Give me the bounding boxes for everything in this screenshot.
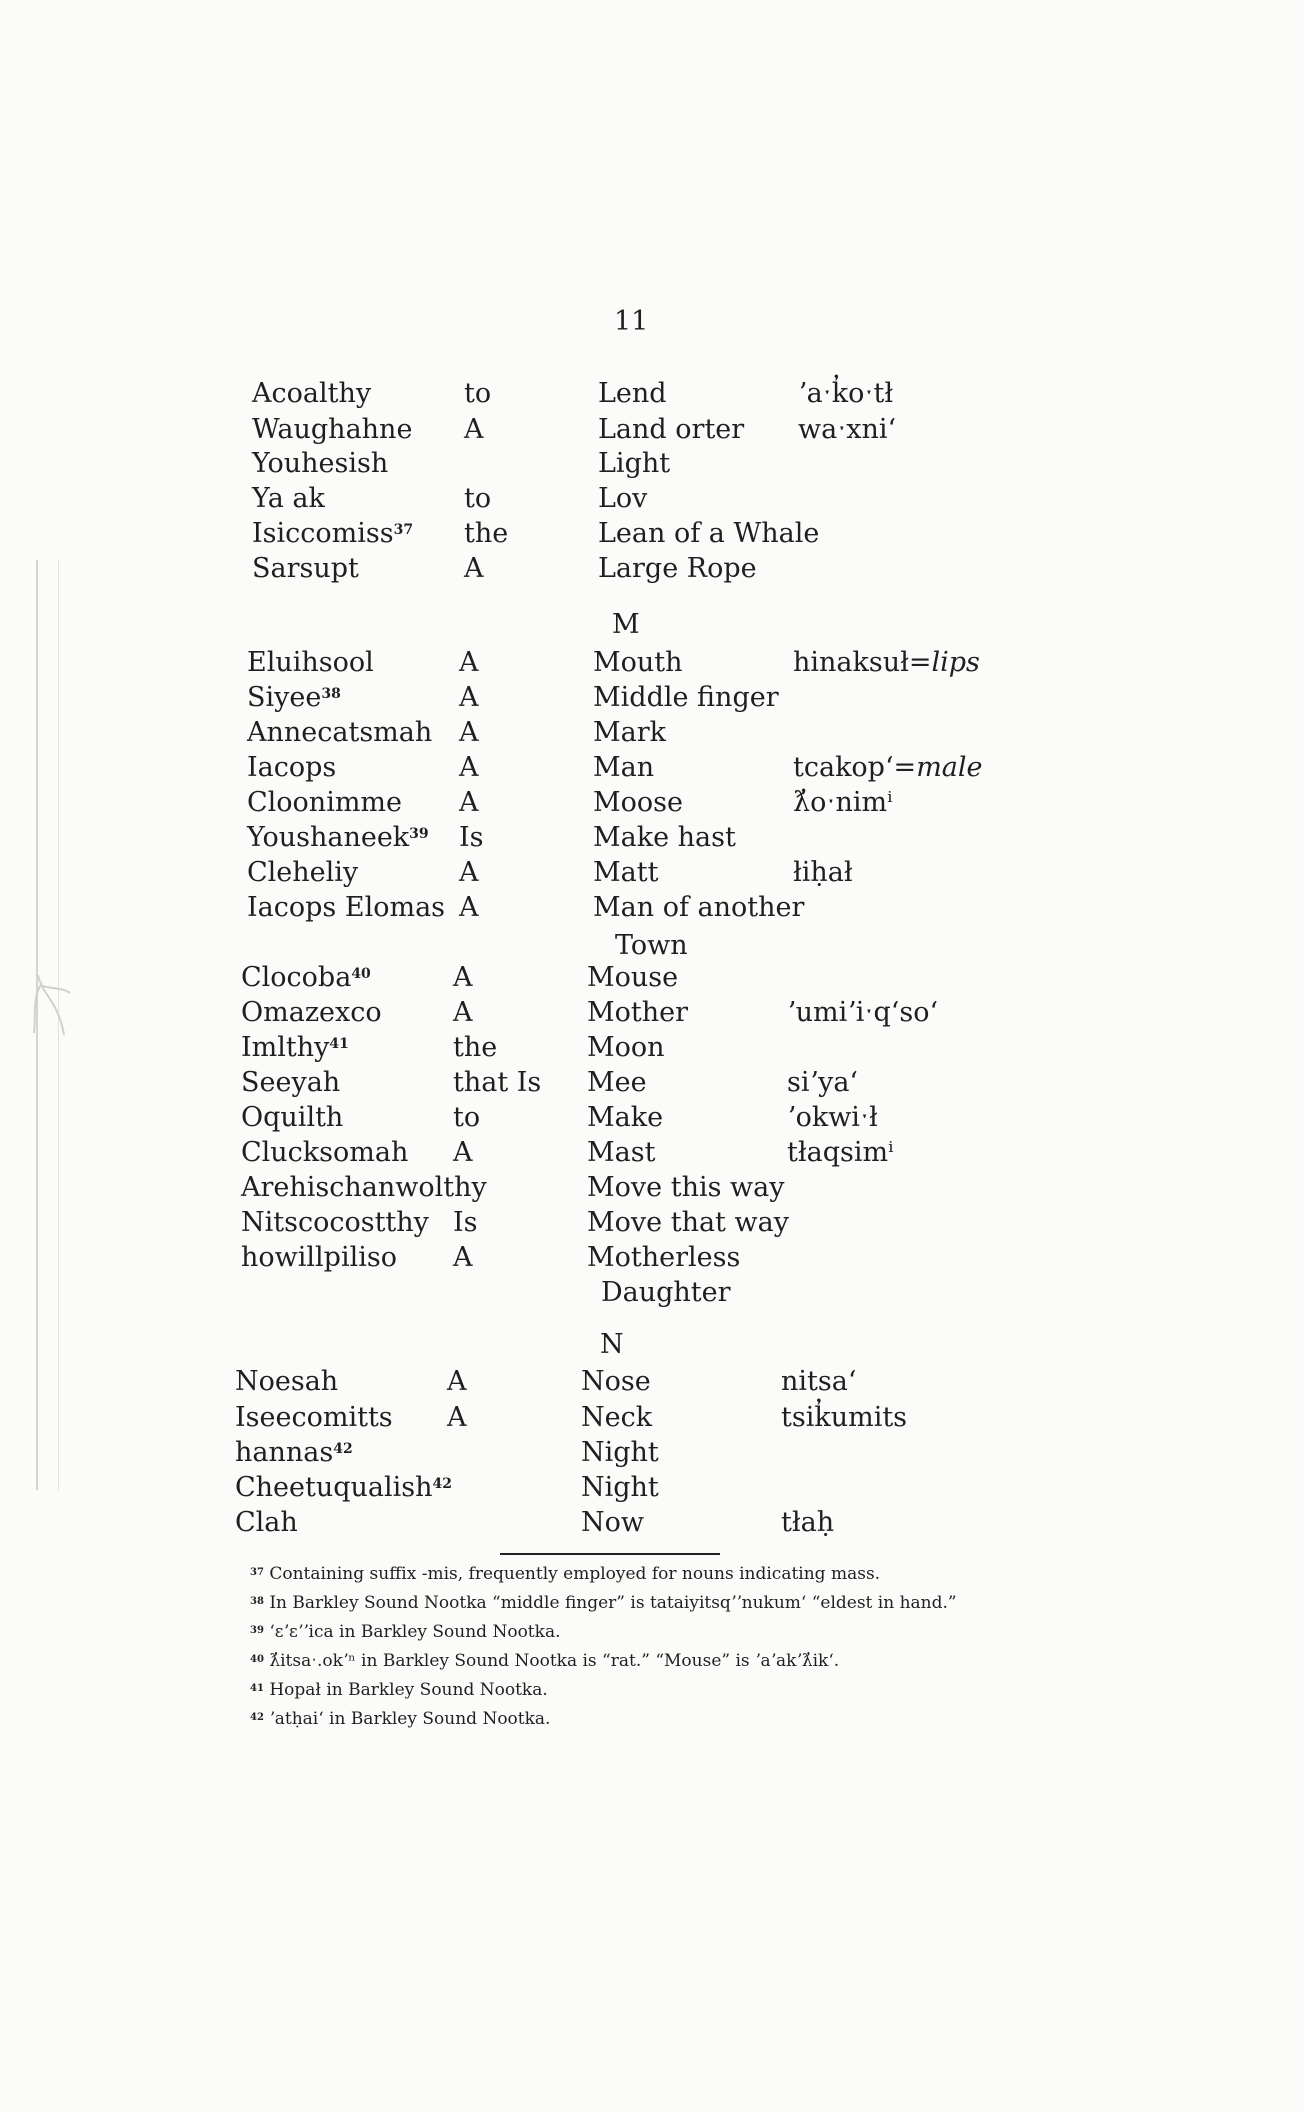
original-word-text: howillpiliso: [241, 1242, 397, 1273]
article: A: [459, 717, 479, 748]
original-word-text: Clocoba: [241, 962, 352, 993]
original-word-text: Waughahne: [252, 414, 413, 445]
article: A: [447, 1402, 467, 1433]
original-word-text: Seeyah: [241, 1067, 341, 1098]
original-word-text: Isiccomiss: [252, 518, 394, 549]
original-word: [247, 715, 432, 751]
nootka-form: tłaqsimⁱ: [787, 1137, 894, 1168]
original-word: [241, 1065, 340, 1101]
article: A: [453, 1137, 473, 1168]
original-word-text: Clah: [235, 1507, 298, 1538]
original-word: [241, 1170, 487, 1206]
footnote: [250, 1560, 957, 1589]
english-gloss: Nose: [581, 1366, 651, 1397]
original-word: [247, 750, 336, 786]
footnote-number: 37: [250, 1567, 264, 1578]
article: A: [459, 752, 479, 783]
english-gloss: Moon: [587, 1032, 665, 1063]
article: A: [453, 962, 473, 993]
english-gloss: Make: [587, 1102, 664, 1133]
footnote-text: Containing suffix -mis, frequently employed for nouns indicating mass.: [263, 1564, 881, 1584]
article: A: [459, 647, 479, 678]
original-word-text: Cheetuqualish: [235, 1472, 433, 1503]
english-gloss: Matt: [593, 857, 659, 888]
section-heading-m: M: [612, 609, 640, 640]
english-gloss: Light: [598, 448, 671, 479]
article: A: [459, 857, 479, 888]
footnote: [250, 1676, 957, 1705]
article: A: [464, 414, 484, 445]
footnote-number: 42: [250, 1712, 264, 1723]
english-gloss: Now: [581, 1507, 644, 1538]
original-word-text: Oquilth: [241, 1102, 344, 1133]
original-word: [252, 481, 325, 517]
footnote-text: ʼatḥaiʻ in Barkley Sound Nootka.: [263, 1709, 551, 1729]
footnote-number: 38: [250, 1596, 264, 1607]
footnote-ref: 41: [329, 1036, 349, 1052]
original-word-text: Iseecomitts: [235, 1402, 393, 1433]
nootka-form: siʼyaʻ: [787, 1067, 859, 1098]
english-gloss: Mee: [587, 1067, 647, 1098]
article: A: [459, 892, 479, 923]
original-word-text: Arehischanwolthy: [241, 1172, 487, 1203]
original-word: [247, 820, 429, 856]
english-gloss: Motherless: [587, 1242, 741, 1273]
article: the: [453, 1032, 498, 1063]
english-gloss: Mast: [587, 1137, 656, 1168]
original-word-text: Iacops Elomas: [247, 892, 446, 923]
original-word: [247, 890, 445, 926]
article: A: [459, 682, 479, 713]
article: to: [464, 483, 492, 514]
original-word: [252, 551, 359, 587]
english-gloss: Lean of a Whale: [598, 518, 820, 549]
nootka-form: ʼumiʼiˑqʻsoʻ: [787, 997, 939, 1028]
footnote-text: ʻɛʼɛʼʼica in Barkley Sound Nootka.: [263, 1622, 561, 1642]
footnote-ref: 42: [432, 1476, 453, 1492]
original-word: [252, 412, 412, 448]
footnote-text: Hopał in Barkley Sound Nootka.: [263, 1680, 548, 1700]
article: that Is: [453, 1067, 542, 1098]
english-gloss: Mouse: [587, 962, 679, 993]
english-gloss: Large Rope: [598, 553, 757, 584]
footnote-rule: [500, 1553, 720, 1555]
footnote-number: 41: [250, 1683, 264, 1694]
article: A: [453, 997, 473, 1028]
original-word: [235, 1505, 298, 1541]
original-word-text: Iacops: [247, 752, 337, 783]
footnotes: [250, 1560, 957, 1734]
original-word-text: Youshaneek: [247, 822, 410, 853]
original-word-text: Clucksomah: [241, 1137, 409, 1168]
original-word: [247, 680, 341, 716]
nootka-form: łiḥał: [793, 857, 853, 888]
original-word-text: hannas: [235, 1437, 334, 1468]
original-word: [241, 1100, 343, 1136]
original-word: [241, 960, 371, 996]
footnote-ref: 37: [393, 522, 414, 538]
english-gloss: Move that way: [587, 1207, 789, 1238]
original-word-text: Sarsupt: [252, 553, 359, 584]
original-word: [241, 1030, 349, 1066]
nootka-form: tcakopʻ=male: [793, 752, 983, 783]
footnote-text: ƛ̓itsaˑ.okʼⁿ in Barkley Sound Nootka is “rat.” “Mouse” is ʼaʼakʼƛ̓ikʻ.: [263, 1651, 840, 1671]
nootka-form: waˑxniʻ: [798, 414, 897, 445]
footnote: [250, 1589, 957, 1618]
english-gloss: Man of another: [593, 892, 805, 923]
original-word: [235, 1364, 338, 1400]
article: A: [464, 553, 484, 584]
thread-knot: [28, 975, 72, 1035]
original-word: [235, 1400, 393, 1436]
original-word: [252, 376, 371, 412]
gloss-italic: male: [916, 752, 983, 783]
gloss-italic: lips: [931, 647, 980, 678]
original-word-text: Acoalthy: [252, 378, 372, 409]
nootka-form: tłaḥ: [781, 1507, 835, 1538]
english-gloss: Night: [581, 1472, 659, 1503]
footnote: [250, 1618, 957, 1647]
article: the: [464, 518, 509, 549]
original-word: [247, 855, 358, 891]
nootka-form: ƛ̓oˑnimⁱ: [793, 787, 893, 818]
original-word-text: Cleheliy: [247, 857, 359, 888]
english-gloss: Lov: [598, 483, 648, 514]
article: A: [453, 1242, 473, 1273]
original-word: [252, 446, 388, 482]
english-gloss: Man: [593, 752, 655, 783]
original-word: [241, 995, 382, 1031]
original-word-text: Nitscocostthy: [241, 1207, 429, 1238]
article: A: [459, 787, 479, 818]
english-gloss: Moose: [593, 787, 683, 818]
section-heading-n: N: [600, 1329, 624, 1360]
original-word: [235, 1435, 353, 1471]
original-word-text: Omazexco: [241, 997, 382, 1028]
english-gloss: Mouth: [593, 647, 683, 678]
english-gloss: Lend: [598, 378, 667, 409]
original-word: [252, 516, 413, 552]
article: Is: [453, 1207, 478, 1238]
original-word: [247, 785, 402, 821]
nootka-form: ʼokwiˑł: [787, 1102, 878, 1133]
original-word-text: Imlthy: [241, 1032, 330, 1063]
footnote-ref: 42: [333, 1441, 353, 1457]
article: A: [447, 1366, 467, 1397]
original-word: [235, 1470, 452, 1506]
footnote-number: 40: [250, 1654, 264, 1665]
original-word-text: Eluihsool: [247, 647, 374, 678]
original-word: [241, 1240, 397, 1276]
original-word-text: Youhesish: [252, 448, 389, 479]
english-gloss: Middle finger: [593, 682, 779, 713]
continuation-daughter: Daughter: [601, 1277, 731, 1308]
article: Is: [459, 822, 484, 853]
original-word-text: Annecatsmah: [247, 717, 433, 748]
nootka-form: nitsaʻ: [781, 1366, 857, 1397]
original-word: [241, 1135, 408, 1171]
continuation-town: Town: [615, 930, 688, 961]
footnote-text: In Barkley Sound Nootka “middle finger” is tataiyitsqʼʼnukumʻ “eldest in hand.”: [263, 1593, 957, 1613]
english-gloss: Land orter: [598, 414, 745, 445]
footnote-ref: 39: [409, 826, 429, 842]
english-gloss: Neck: [581, 1402, 653, 1433]
original-word-text: Siyee: [247, 682, 322, 713]
nootka-form: tsik̓umits: [781, 1402, 908, 1433]
english-gloss: Make hast: [593, 822, 736, 853]
original-word-text: Cloonimme: [247, 787, 403, 818]
english-gloss: Mother: [587, 997, 689, 1028]
english-gloss: Mark: [593, 717, 667, 748]
page-number: 11: [614, 306, 649, 337]
footnote: [250, 1705, 957, 1734]
english-gloss: Move this way: [587, 1172, 785, 1203]
footnote: [250, 1647, 957, 1676]
nootka-form: hinaksuł=lips: [793, 647, 980, 678]
nootka-form: ʼaˑk̓oˑtł: [798, 378, 894, 409]
footnote-number: 39: [250, 1625, 264, 1636]
original-word: [241, 1205, 429, 1241]
footnote-ref: 40: [351, 966, 371, 982]
article: to: [464, 378, 492, 409]
english-gloss: Night: [581, 1437, 659, 1468]
original-word-text: Noesah: [235, 1366, 339, 1397]
article: to: [453, 1102, 481, 1133]
original-word: [247, 645, 374, 681]
footnote-ref: 38: [321, 686, 341, 702]
original-word-text: Ya ak: [252, 483, 325, 514]
